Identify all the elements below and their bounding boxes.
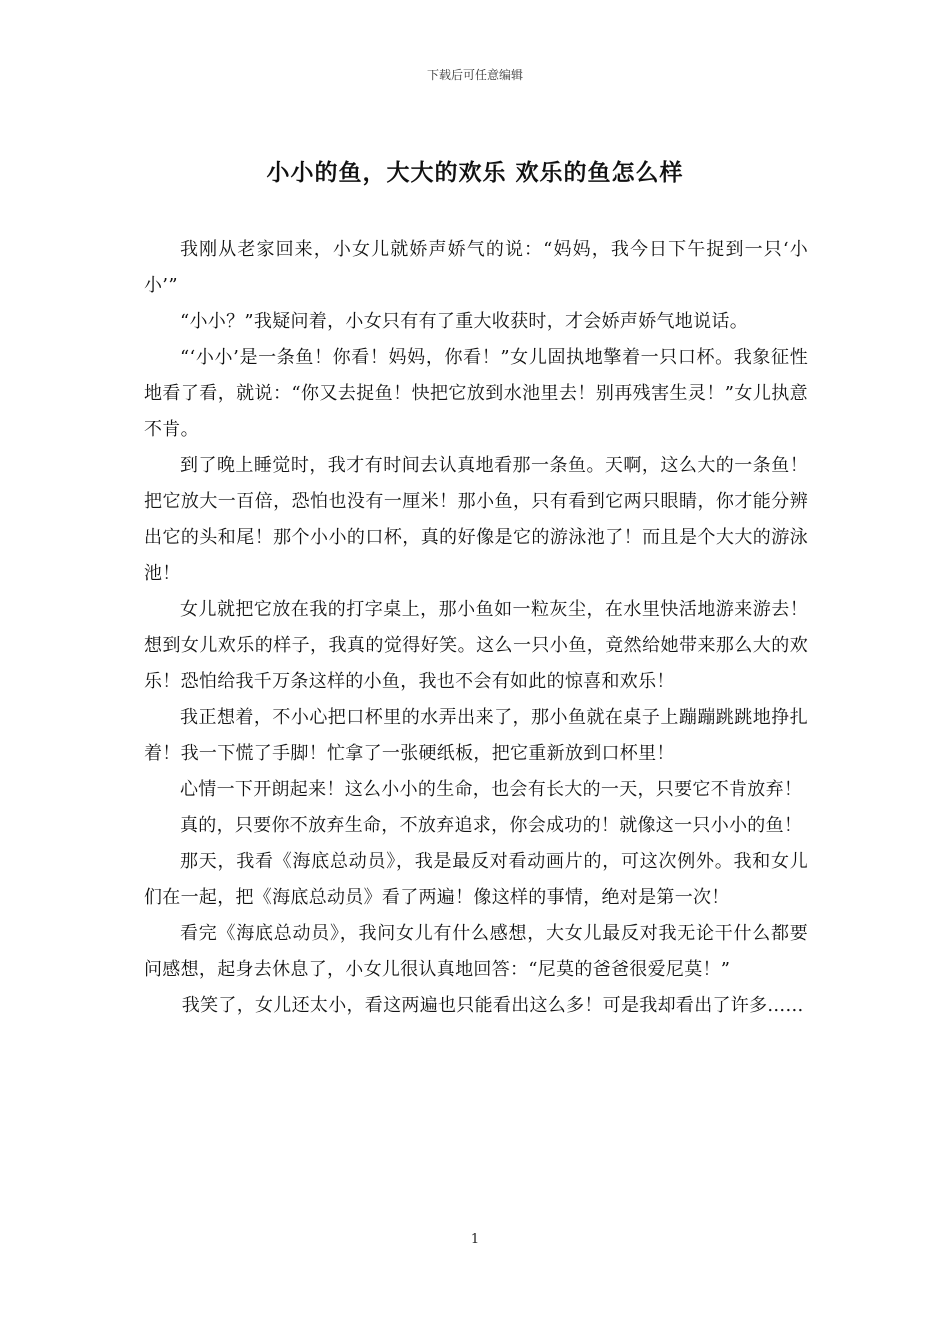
paragraph: “小小？”我疑问着，小女只有有了重大收获时，才会娇声娇气地说话。: [180, 311, 749, 332]
document-body: [144, 232, 808, 1024]
paragraph: 真的，只要你不放弃生命，不放弃追求，你会成功的！就像这一只小小的鱼！: [180, 815, 803, 836]
paragraph: 我刚从老家回来，小女儿就娇声娇气的说：“妈妈，我今日下午捉到一只‘小小’”: [144, 239, 808, 296]
paragraph: 女儿就把它放在我的打字桌上，那小鱼如一粒灰尘，在水里快活地游来游去！想到女儿欢乐的样子，我真的觉得好笑。这么一只小鱼，竟然给她带来那么大的欢乐！恐怕给我千万条这样的小鱼，我也不会有如此的惊喜和欢乐！: [144, 599, 808, 692]
paragraph: 我笑了，女儿还太小，看这两遍也只能看出这么多！可是我却看出了许多......: [181, 995, 804, 1016]
document-title: 小小的鱼，大大的欢乐 欢乐的鱼怎么样: [266, 159, 684, 186]
paragraph: 心情一下开朗起来！这么小小的生命，也会有长大的一天，只要它不肯放弃！: [180, 779, 803, 800]
paragraph: 那天，我看《海底总动员》，我是最反对看动画片的，可这次例外。我和女儿们在一起，把《海底总动员》看了两遍！像这样的事情，绝对是第一次！: [144, 851, 808, 908]
header-note: 下载后可任意编辑: [426, 68, 523, 82]
paragraph: 到了晚上睡觉时，我才有时间去认真地看那一条鱼。天啊，这么大的一条鱼！把它放大一百倍，恐怕也没有一厘米！那小鱼，只有看到它两只眼睛，你才能分辨出它的头和尾！那个小小的口杯，真的好像是它的游泳池了！而且是个大大的游泳池！: [144, 455, 808, 584]
page-number: 1: [470, 1232, 480, 1247]
paragraph: 看完《海底总动员》，我问女儿有什么感想，大女儿最反对我无论干什么都要问感想，起身去休息了，小女儿很认真地回答：“尼莫的爸爸很爱尼莫！”: [144, 923, 808, 980]
paragraph: 我正想着，不小心把口杯里的水弄出来了，那小鱼就在桌子上蹦蹦跳跳地挣扎着！我一下慌了手脚！忙拿了一张硬纸板，把它重新放到口杯里！: [144, 707, 808, 764]
paragraph: “‘小小’是一条鱼！你看！妈妈，你看！”女儿固执地擎着一只口杯。我象征性地看了看，就说：“你又去捉鱼！快把它放到水池里去！别再残害生灵！”女儿执意不肯。: [144, 347, 808, 440]
